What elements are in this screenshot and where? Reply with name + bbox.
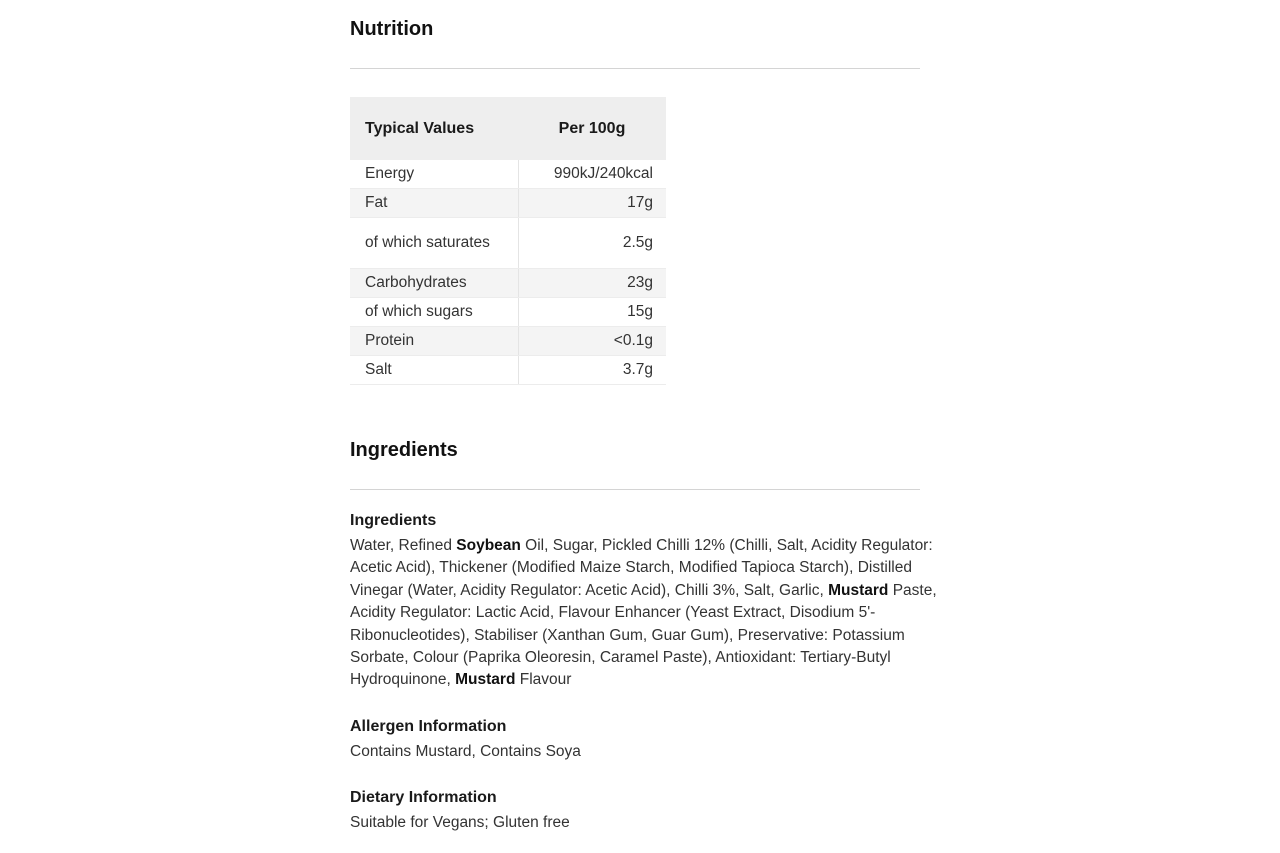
dietary-text: Suitable for Vegans; Gluten free <box>350 814 570 831</box>
row-label: Energy <box>350 160 518 189</box>
nutrition-table-header <box>350 97 666 160</box>
ingredients-text-part: Paste, Acidity Regulator: Lactic Acid, Flavour Enhancer (Yeast Extract, Disodium 5'-Ribonucleotides), Stabiliser (Xanthan Gum, Guar Gum), Preservative: Potassium Sorbate, Colour (Paprika Oleoresin, Caramel Paste), Antioxidant: Tertiary-Butyl Hydroquinone, <box>350 581 937 689</box>
ingredients-heading: Ingredients <box>350 512 437 529</box>
allergen-highlight-mustard: Mustard <box>455 671 516 689</box>
row-label: of which saturates <box>350 218 518 269</box>
allergen-text: Contains Mustard, Contains Soya <box>350 743 581 760</box>
allergen-block <box>350 716 940 763</box>
dietary-heading: Dietary Information <box>350 789 497 806</box>
table-row <box>350 327 666 356</box>
table-row <box>350 356 666 385</box>
nutrition-table <box>350 97 666 385</box>
row-value: 23g <box>518 269 666 298</box>
dietary-block <box>350 787 940 834</box>
row-value: <0.1g <box>518 327 666 356</box>
ingredients-divider <box>350 489 920 490</box>
row-value: 3.7g <box>518 356 666 385</box>
header-per-100g: Per 100g <box>518 97 666 160</box>
table-row <box>350 269 666 298</box>
row-label: Salt <box>350 356 518 385</box>
row-label: Fat <box>350 189 518 218</box>
table-row <box>350 189 666 218</box>
allergen-highlight-mustard: Mustard <box>828 581 889 599</box>
row-label: Protein <box>350 327 518 356</box>
nutrition-title: Nutrition <box>350 18 434 40</box>
row-value: 2.5g <box>518 218 666 269</box>
ingredients-text-part: Oil, Sugar, Pickled Chilli 12% (Chilli, Salt, Acidity Regulator: Acetic Acid), Thickener (Modified Maize Starch, Modified Tapioca Starch), Distilled Vinegar (Water, Acidity Regulator: Acetic Acid), Chilli 3%, Salt, Garlic, <box>350 537 933 599</box>
row-label: Carbohydrates <box>350 269 518 298</box>
allergen-highlight-soybean: Soybean <box>456 537 521 554</box>
table-row <box>350 298 666 327</box>
row-value: 990kJ/240kcal <box>518 160 666 189</box>
ingredients-title: Ingredients <box>350 439 458 461</box>
row-value: 17g <box>518 189 666 218</box>
ingredients-block <box>350 510 940 692</box>
table-row <box>350 218 666 269</box>
ingredients-text-part: Water, Refined <box>350 537 457 554</box>
row-label: of which sugars <box>350 298 518 327</box>
allergen-heading: Allergen Information <box>350 718 507 735</box>
row-value: 15g <box>518 298 666 327</box>
ingredients-text <box>350 535 940 692</box>
table-row <box>350 160 666 189</box>
header-typical-values: Typical Values <box>350 97 518 160</box>
ingredients-text-part: Flavour <box>515 671 572 689</box>
nutrition-divider <box>350 68 920 69</box>
